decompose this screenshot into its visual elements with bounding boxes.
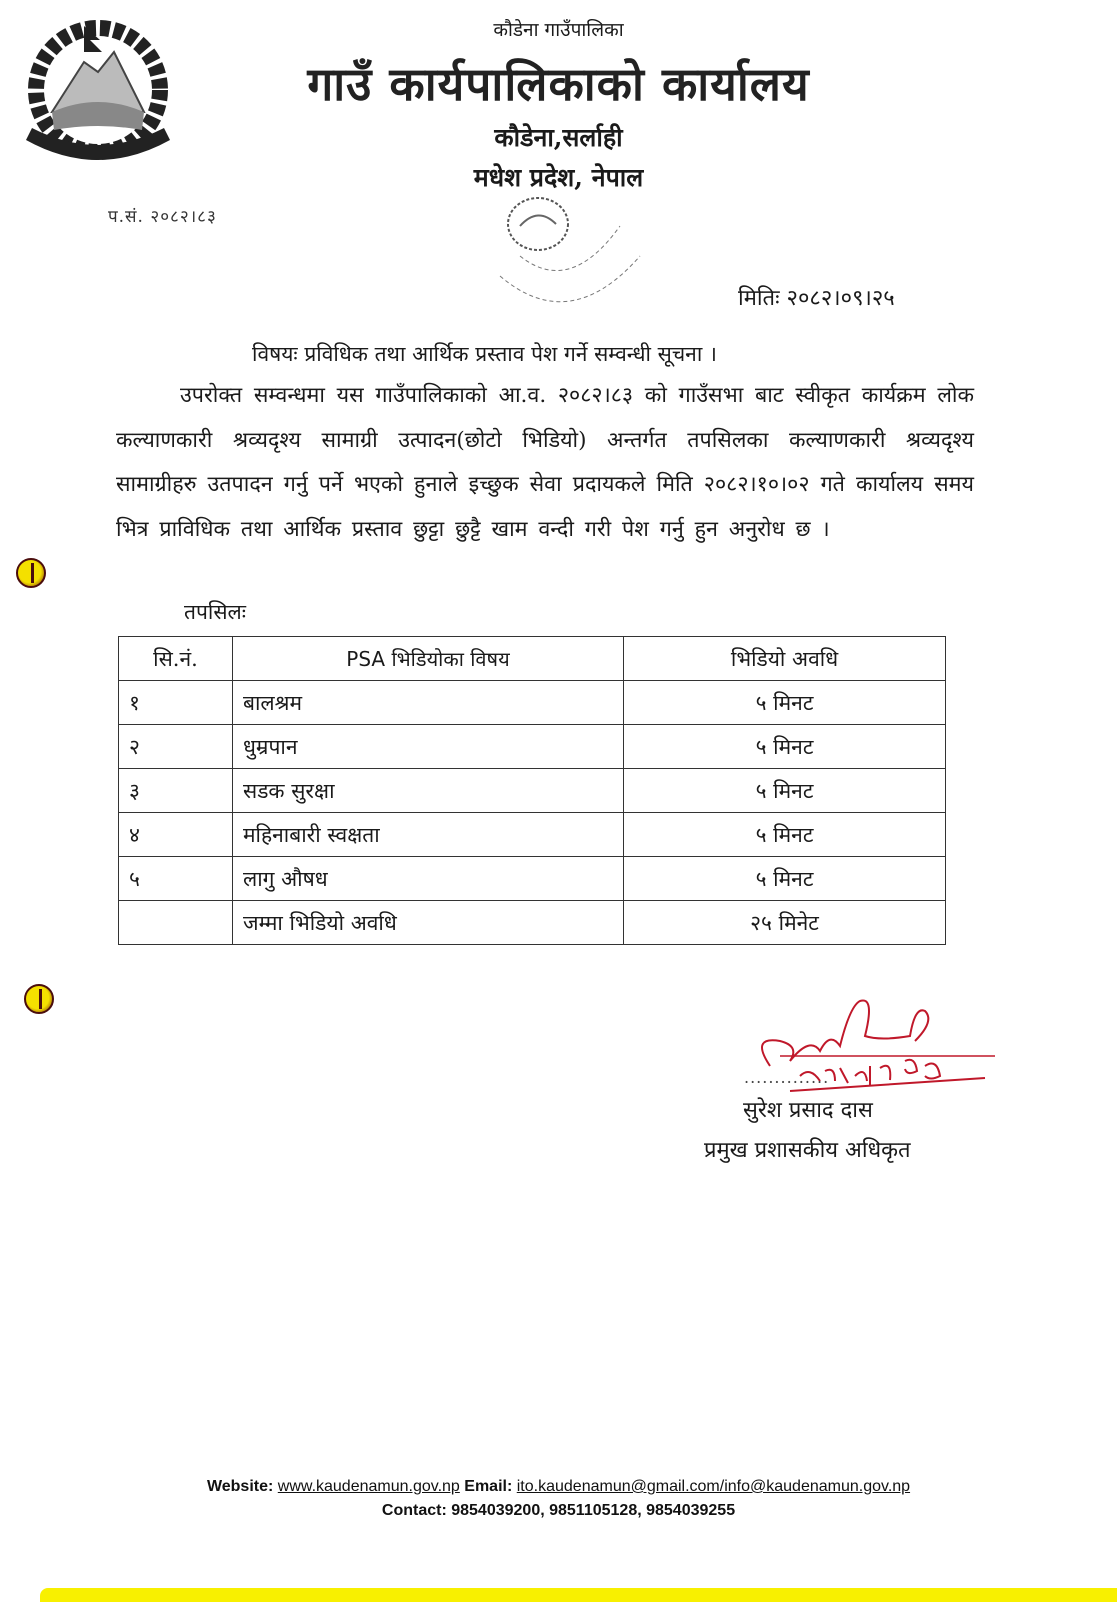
footer-contact-line (0, 1478, 1117, 1496)
cell-duration: ५ मिनट (624, 681, 946, 725)
cell-duration: ५ मिनट (624, 725, 946, 769)
reference-number: प.सं. २०८२।८३ (108, 207, 217, 227)
footer-phone-numbers: Contact: 9854039200, 9851105128, 9854039255 (381, 1502, 736, 1519)
cell-duration: ५ मिनट (624, 769, 946, 813)
cell-topic: बालश्रम (233, 681, 624, 725)
table-header-row (119, 637, 946, 681)
office-stamp-icon (480, 186, 660, 336)
table-row (119, 769, 946, 813)
cell-total-duration: २५ मिनेट (624, 901, 946, 945)
subject-line: विषयः प्रविधिक तथा आर्थिक प्रस्ताव पेश गर्ने सम्वन्धी सूचना । (252, 342, 717, 366)
signature-line: .............. (744, 1068, 830, 1087)
cell-serial: ४ (119, 813, 233, 857)
highlight-marker-icon (24, 984, 54, 1014)
table-row (119, 813, 946, 857)
cell-duration: ५ मिनट (624, 813, 946, 857)
website-link[interactable]: www.kaudenamun.gov.np (277, 1478, 460, 1495)
table-row (119, 857, 946, 901)
notice-body: उपरोक्त सम्वन्धमा यस गाउँपालिकाको आ.व. २०८२।८३ को गाउँसभा बाट स्वीकृत कार्यक्रम लोक कल्याणकारी श्रव्यदृश्य सामाग्री उत्पादन(छोटो भिडियो) अन्तर्गत तपसिलका कल्याणकारी श्रव्यदृश्य सामाग्रीहरु उतपादन गर्नु पर्ने भएको हुनाले इच्छुक सेवा प्रदायकले मिति २०८२।१०।०२ गते कार्यालय समय भित्र प्राविधिक तथा आर्थिक प्रस्ताव छुट्टा छुट्टै खाम वन्दी गरी पेश गर्नु हुन अनुरोध छ । (116, 383, 974, 542)
cell-topic: सडक सुरक्षा (233, 769, 624, 813)
signer-title: प्रमुख प्रशासकीय अधिकृत (704, 1138, 911, 1163)
header-serial: सि.नं. (119, 637, 233, 681)
municipality-name: कौडेना गाउँपालिका (493, 19, 624, 41)
table-row (119, 681, 946, 725)
office-province: मधेश प्रदेश, नेपाल (473, 163, 644, 192)
cell-serial: ५ (119, 857, 233, 901)
table-total-row (119, 901, 946, 945)
office-location: कौडेना,सर्लाही (494, 123, 623, 152)
signer-name: सुरेश प्रसाद दास (743, 1098, 873, 1123)
header-duration: भिडियो अवधि (624, 637, 946, 681)
office-title: गाउँ कार्यपालिकाको कार्यालय (307, 57, 810, 111)
cell-total-label: जम्मा भिडियो अवधि (233, 901, 624, 945)
email-link[interactable]: ito.kaudenamun@gmail.com/info@kaudenamun.gov.np (516, 1478, 911, 1495)
website-label: Website: (206, 1478, 274, 1495)
cell-serial (119, 901, 233, 945)
email-label: Email: (464, 1478, 513, 1495)
cell-topic: धुम्रपान (233, 725, 624, 769)
cell-topic: महिनाबारी स्वक्षता (233, 813, 624, 857)
schedule-label: तपसिलः (184, 600, 247, 624)
cell-serial: २ (119, 725, 233, 769)
cell-serial: १ (119, 681, 233, 725)
header-topic: PSA भिडियोका विषय (233, 637, 624, 681)
cell-topic: लागु औषध (233, 857, 624, 901)
highlight-marker-icon (16, 558, 46, 588)
cell-duration: ५ मिनट (624, 857, 946, 901)
cell-serial: ३ (119, 769, 233, 813)
handwritten-signature-icon (740, 996, 1000, 1106)
table-row (119, 725, 946, 769)
psa-video-table (118, 636, 946, 945)
letter-date: मितिः २०८२।०९।२५ (738, 286, 895, 311)
